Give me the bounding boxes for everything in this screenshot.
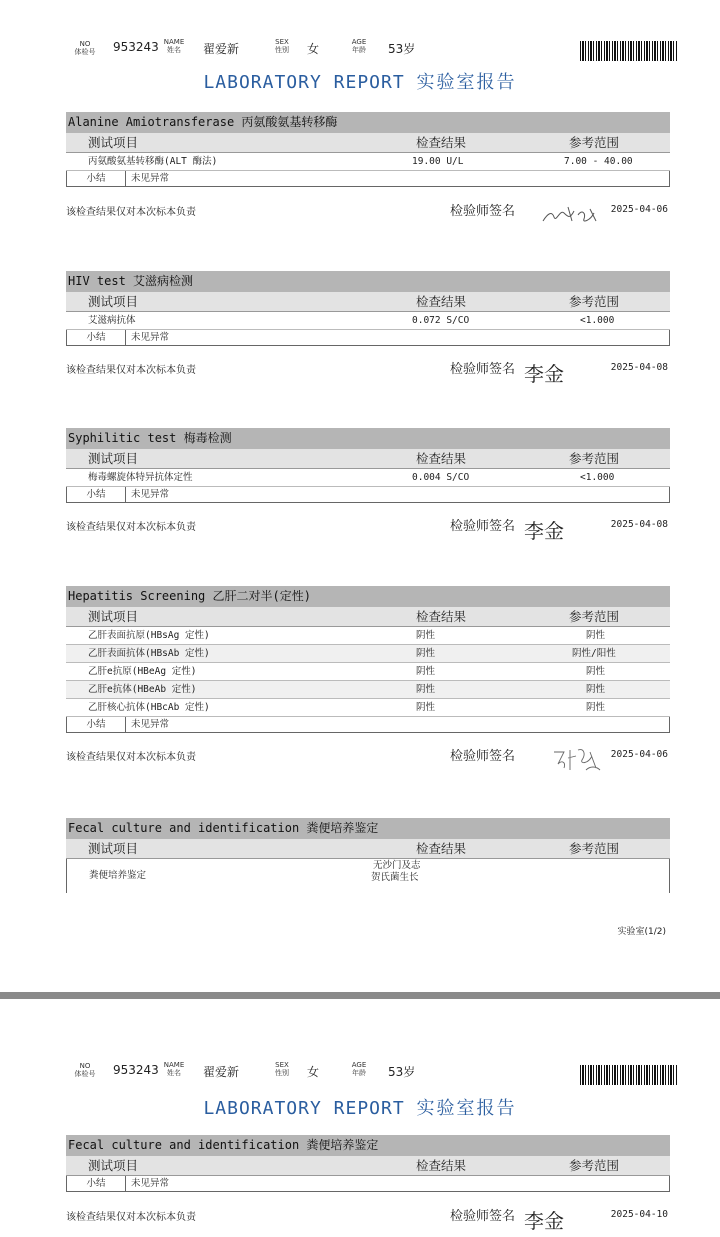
table-row: 丙氨酸氨基转移酶(ALT 酶法) 19.00 U/L 7.00 - 40.00 — [66, 153, 670, 171]
summary-row: 小结 未见异常 — [66, 1176, 670, 1192]
id-label: NO 体检号 — [74, 1062, 96, 1078]
section-hiv — [66, 271, 670, 346]
table-row: 艾滋病抗体 0.072 S/CO <1.000 — [66, 312, 670, 330]
section-footer: 该检查结果仅对本次标本负责 检验师签名 李金 2025-04-10 — [66, 1208, 670, 1234]
age-label: AGE 年龄 — [351, 38, 367, 54]
report-page-2 — [0, 999, 720, 1237]
sex-value: 女 — [307, 42, 320, 56]
barcode — [580, 1065, 678, 1085]
summary-row: 小结 未见异常 — [66, 330, 670, 346]
name-value: 翟爱新 — [203, 42, 240, 56]
section-footer: 该检查结果仅对本次标本负责 检验师签名 2025-04-06 — [66, 748, 670, 774]
column-header: 测试项目 检查结果 参考范围 — [66, 292, 670, 312]
summary-row: 小结 未见异常 — [66, 487, 670, 503]
sex-label: SEX 性别 — [275, 1061, 289, 1077]
section-alt — [66, 112, 670, 187]
column-header: 测试项目 检查结果 参考范围 — [66, 133, 670, 153]
summary-row: 小结 未见异常 — [66, 171, 670, 187]
signature: 李金 — [524, 1209, 564, 1233]
section-footer: 该检查结果仅对本次标本负责 检验师签名 2025-04-06 — [66, 203, 670, 229]
report-title: LABORATORY REPORT 实验室报告 — [203, 72, 517, 93]
table-row: 乙肝e抗体(HBeAb 定性) 阴性 阴性 — [66, 681, 670, 699]
section-title: HIV test 艾滋病检测 — [66, 271, 670, 292]
age-value: 53岁 — [388, 42, 416, 56]
table-row: 粪便培养鉴定 无沙门及志 贺氏菌生长 — [66, 859, 670, 893]
column-header: 测试项目 检查结果 参考范围 — [66, 607, 670, 627]
column-header: 测试项目 检查结果 参考范围 — [66, 1156, 670, 1176]
table-row: 乙肝表面抗原(HBsAg 定性) 阴性 阴性 — [66, 627, 670, 645]
section-title: Alanine Amiotransferase 丙氨酸氨基转移酶 — [66, 112, 670, 133]
signature: 李金 — [524, 362, 564, 386]
page-number: 实验室(1/2) — [617, 927, 666, 937]
signature: 李金 — [524, 519, 564, 543]
patient-header — [0, 999, 720, 1099]
section-footer: 该检查结果仅对本次标本负责 检验师签名 李金 2025-04-08 — [66, 361, 670, 387]
table-row: 乙肝核心抗体(HBcAb 定性) 阴性 阴性 — [66, 699, 670, 717]
section-fecal-continued — [66, 1135, 670, 1192]
column-header: 测试项目 检查结果 参考范围 — [66, 839, 670, 859]
barcode — [580, 41, 678, 61]
id-value: 953243 — [113, 40, 159, 54]
sex-label: SEX 性别 — [275, 38, 289, 54]
sex-value: 女 — [307, 1065, 320, 1079]
handwritten-signature — [550, 744, 620, 774]
page-divider — [0, 992, 720, 999]
id-value: 953243 — [113, 1063, 159, 1077]
section-title: Fecal culture and identification 粪便培养鉴定 — [66, 818, 670, 839]
section-syphilis — [66, 428, 670, 503]
age-label: AGE 年龄 — [351, 1061, 367, 1077]
name-value: 翟爱新 — [203, 1065, 240, 1079]
table-row: 乙肝e抗原(HBeAg 定性) 阴性 阴性 — [66, 663, 670, 681]
summary-row: 小结 未见异常 — [66, 717, 670, 733]
age-value: 53岁 — [388, 1065, 416, 1079]
column-header: 测试项目 检查结果 参考范围 — [66, 449, 670, 469]
section-hepatitis — [66, 586, 670, 733]
report-title: LABORATORY REPORT 实验室报告 — [203, 1098, 517, 1119]
table-row: 乙肝表面抗体(HBsAb 定性) 阴性 阴性/阳性 — [66, 645, 670, 663]
id-label: NO 体检号 — [74, 40, 96, 56]
section-fecal — [66, 818, 670, 893]
name-label: NAME 姓名 — [163, 38, 185, 54]
section-title: Hepatitis Screening 乙肝二对半(定性) — [66, 586, 670, 607]
patient-header — [0, 0, 720, 100]
table-row: 梅毒螺旋体特异抗体定性 0.004 S/CO <1.000 — [66, 469, 670, 487]
section-title: Syphilitic test 梅毒检测 — [66, 428, 670, 449]
name-label: NAME 姓名 — [163, 1061, 185, 1077]
handwritten-signature — [538, 199, 608, 227]
section-title: Fecal culture and identification 粪便培养鉴定 — [66, 1135, 670, 1156]
section-footer: 该检查结果仅对本次标本负责 检验师签名 李金 2025-04-08 — [66, 518, 670, 544]
